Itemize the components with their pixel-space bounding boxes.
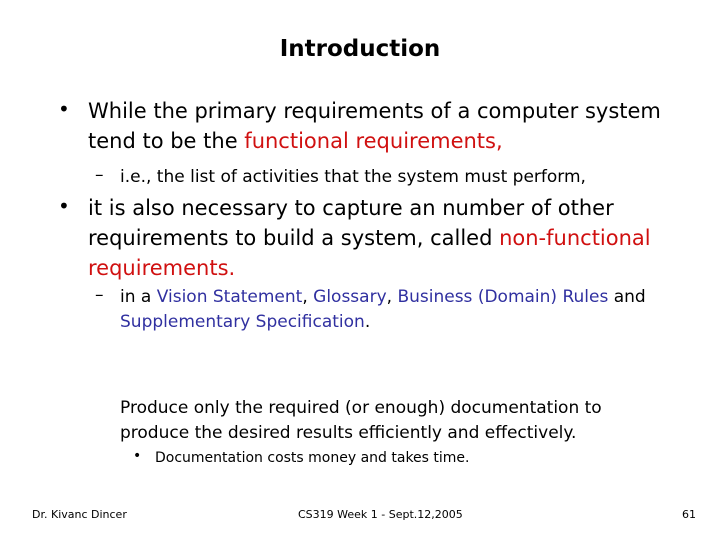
- slide-title: Introduction: [279, 36, 441, 62]
- bullet-2-text: it is also necessary to capture an number of other requirements to build a system, called: [88, 196, 614, 250]
- sub-bullet-2: [120, 285, 680, 335]
- bullet-dot: •: [58, 194, 70, 218]
- footer-page-number: 61: [682, 508, 696, 521]
- bullet-dot: •: [133, 448, 142, 464]
- text: ,: [302, 287, 314, 307]
- glossary-term: Glossary: [313, 287, 387, 307]
- text: ,: [386, 287, 398, 307]
- bullet-2: [88, 193, 668, 283]
- sub-bullet-1: i.e., the list of activities that the system must perform,: [120, 167, 586, 187]
- text: and: [608, 287, 646, 307]
- bullet-2-highlight: non-functional requirements.: [88, 226, 651, 280]
- footer-course: CS319 Week 1 - Sept.12,2005: [298, 508, 463, 521]
- dash-marker: –: [95, 285, 104, 305]
- business-rules-term: Business (Domain) Rules: [397, 287, 609, 307]
- vision-statement-term: Vision Statement: [156, 287, 303, 307]
- note-paragraph: Produce only the required (or enough) documentation to produce the desired results efficiently and effectively.: [120, 398, 602, 443]
- text: .: [364, 312, 371, 332]
- bullet-1-highlight: functional requirements,: [244, 129, 503, 153]
- supplementary-spec-term: Supplementary Specification: [120, 312, 365, 332]
- bullet-1: [88, 96, 688, 156]
- footer-author: Dr. Kivanc Dincer: [32, 508, 127, 521]
- text: in a: [120, 287, 157, 307]
- note-bullet: Documentation costs money and takes time.: [155, 450, 470, 466]
- bullet-1-text: While the primary requirements of a computer system tend to be the: [88, 99, 661, 153]
- bullet-dot: •: [58, 97, 70, 121]
- dash-marker: –: [95, 165, 104, 185]
